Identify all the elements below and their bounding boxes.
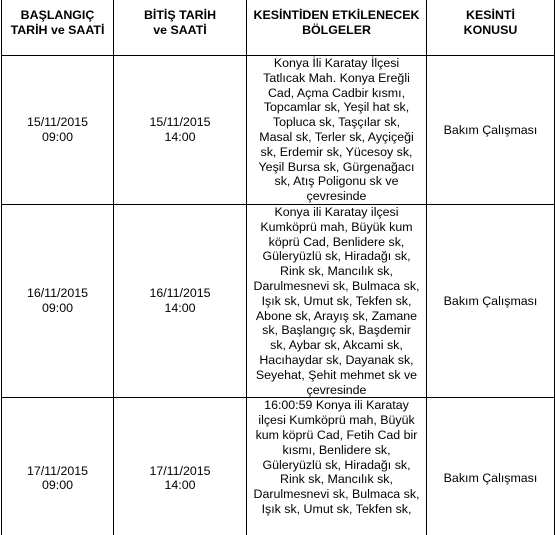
- start-date: 16/11/2015: [26, 286, 89, 301]
- header-end-line1: BİTİŞ TARİH: [143, 8, 217, 22]
- region-line: Rink sk, Mancılık sk,: [280, 472, 393, 487]
- region-line: Topcamlar sk, Yeşil hat sk,: [263, 100, 410, 115]
- region-line: Güleryüzlü sk, Hiradağı sk,: [262, 249, 411, 264]
- outage-table: [1, 0, 555, 535]
- start-time: 09:00: [41, 301, 73, 316]
- region-line: Tatlıcak Mah. Konya Ereğli: [263, 70, 410, 85]
- start-time: 09:00: [41, 478, 73, 493]
- region-line: 16:00:59 Konya ili Karatay: [264, 398, 409, 413]
- region-line: Güleryüzlü sk, Hiradağı sk,: [262, 457, 411, 472]
- table-row: [2, 56, 555, 205]
- region-line: Yeşil Bursa sk, Gürgenağacı: [258, 159, 415, 174]
- end-date: 16/11/2015: [149, 286, 211, 301]
- region-line: Hacıhaydar sk, Dayanak sk,: [259, 352, 414, 367]
- region-line: sk, Aybar sk, Akcami sk,: [270, 338, 403, 353]
- header-start: [2, 0, 114, 56]
- table-row: [2, 204, 555, 397]
- header-regions-line1: KESİNTİDEN ETKİLENECEK: [253, 8, 420, 22]
- end-date: 15/11/2015: [149, 115, 211, 130]
- region-line: çevresinde: [306, 189, 367, 204]
- header-end: [114, 0, 247, 56]
- region-line: köprü Cad, Benlidere sk,: [268, 234, 405, 249]
- header-regions: [247, 0, 427, 56]
- region-line: Seyehat, Şehit mehmet sk ve: [255, 367, 418, 382]
- region-line: Işık sk, Umut sk, Tekfen sk,: [261, 501, 412, 516]
- region-line: çevresinde: [306, 382, 367, 397]
- topic-cell: Bakım Çalışması: [427, 56, 555, 205]
- region-line: Darulmesnevi sk, Bulmaca sk,: [253, 278, 420, 293]
- end-time: 14:00: [164, 129, 196, 144]
- region-line: Işık sk, Umut sk, Tekfen sk,: [261, 293, 412, 308]
- topic-cell: Bakım Çalışması: [427, 204, 555, 397]
- regions-cell: [247, 398, 427, 535]
- region-line: Kumköprü mah, Büyük kum: [260, 219, 413, 234]
- region-line: sk, Başlangıç sk, Başdemir: [262, 323, 411, 338]
- region-line: Konya İli Karatay İlçesi: [273, 56, 400, 70]
- start-cell: [2, 56, 114, 205]
- region-line: kum köprü Cad, Fetih Cad bir: [255, 427, 418, 442]
- region-line: Abone sk, Arayış sk, Zamane: [255, 308, 418, 323]
- start-time: 09:00: [41, 129, 73, 144]
- header-start-line1: BAŞLANGIÇ: [20, 8, 95, 22]
- end-time: 14:00: [164, 478, 196, 493]
- region-line: Topluca sk, Taşçılar sk,: [272, 115, 401, 130]
- region-line: Masal sk, Terler sk, Ayçiçeği: [259, 129, 414, 144]
- region-line: sk, Atış Poligonu sk ve: [274, 174, 399, 189]
- regions-cell: [247, 204, 427, 397]
- topic-cell: Bakım Çalışması: [427, 398, 555, 535]
- regions-cell: [247, 56, 427, 205]
- end-date: 17/11/2015: [149, 463, 211, 478]
- table-row: [2, 398, 555, 535]
- region-line: ilçesi Kumköprü mah, Büyük: [258, 413, 415, 428]
- region-line: sk, Erdemir sk, Yücesoy sk,: [260, 144, 413, 159]
- header-regions-line2: BÖLGELER: [302, 22, 371, 37]
- table-header-row: [2, 0, 555, 56]
- start-cell: [2, 398, 114, 535]
- header-topic: [427, 0, 555, 56]
- end-cell: [114, 56, 247, 205]
- region-line: Cad, Açma Cadbir kısmı,: [267, 85, 406, 100]
- header-end-line2: ve SAATİ: [153, 22, 207, 37]
- end-time: 14:00: [164, 301, 196, 316]
- end-cell: [114, 204, 247, 397]
- end-cell: [114, 398, 247, 535]
- start-cell: [2, 204, 114, 397]
- region-line: Darulmesnevi sk, Bulmaca sk,: [253, 487, 420, 502]
- region-line: kısmı, Benlidere sk,: [282, 442, 391, 457]
- start-date: 15/11/2015: [26, 115, 89, 130]
- header-topic-line1: KESİNTİ: [466, 8, 515, 22]
- start-date: 17/11/2015: [26, 463, 89, 478]
- region-line: Konya ili Karatay ilçesi: [274, 204, 399, 219]
- header-start-line2: TARİH ve SAATİ: [10, 22, 105, 37]
- header-topic-line2: KONUSU: [463, 22, 518, 37]
- region-line: Rink sk, Mancılık sk,: [280, 264, 393, 279]
